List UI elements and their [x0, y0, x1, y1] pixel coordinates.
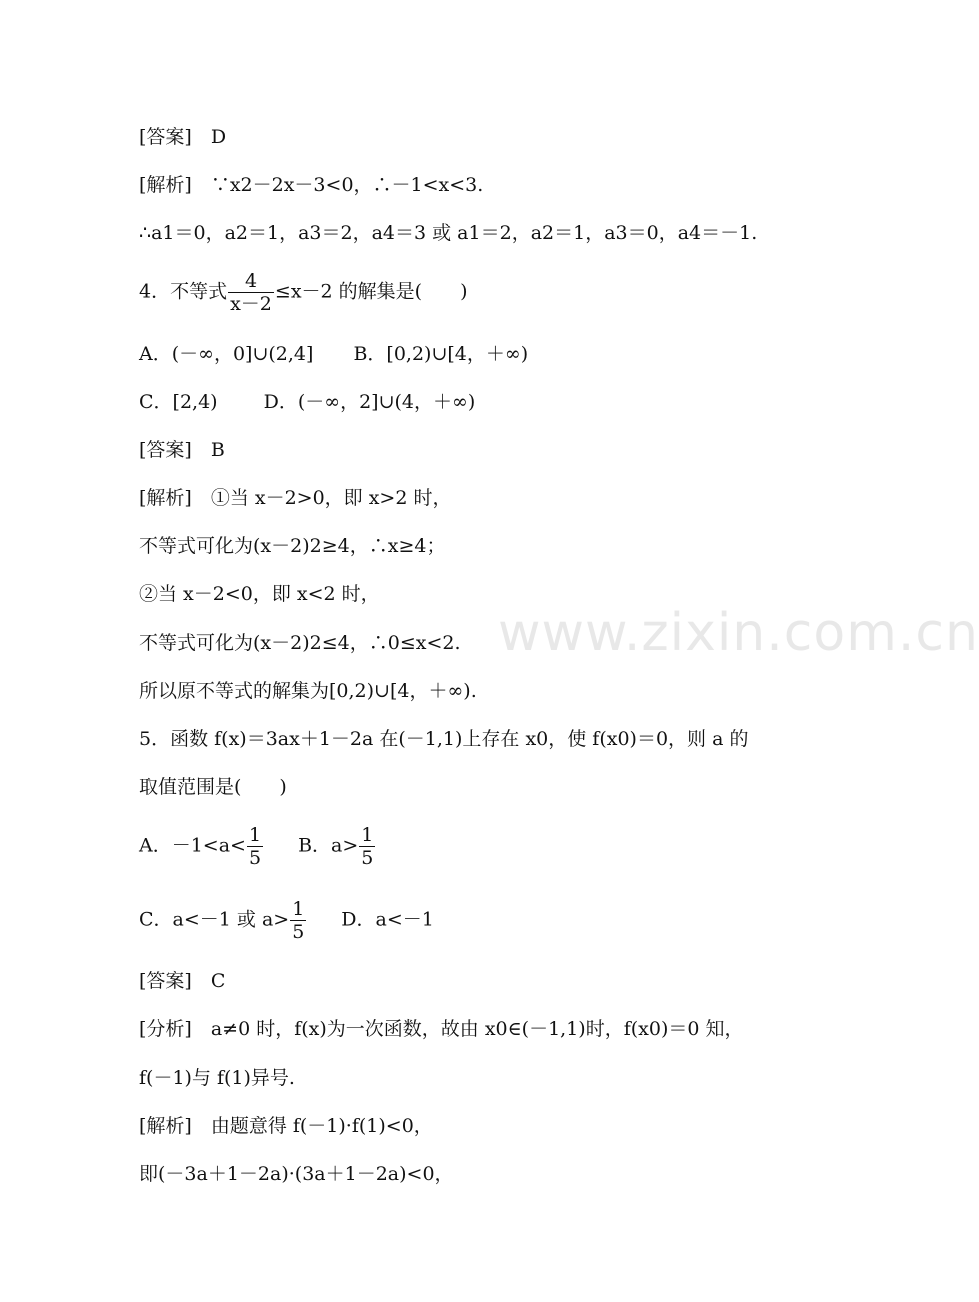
fraction-denominator: 5	[361, 847, 374, 869]
fraction-denominator: 5	[248, 847, 262, 869]
analysis-5-reasoning: [分析] a≠0 时，f(x)为一次函数，故由 x0∈(－1,1)时，f(x0)＝0 知，	[139, 1018, 744, 1040]
answer-5: [答案] C	[139, 970, 226, 992]
analysis-4-step2: 不等式可化为(x－2)2≤4，∴0≤x<2.	[139, 632, 461, 654]
analysis-5-solution: [解析] 由题意得 f(－1)·f(1)<0，	[139, 1115, 433, 1137]
question-5-options-ab	[139, 824, 376, 869]
analysis-4-case1: [解析] ①当 x－2>0，即 x>2 时，	[139, 487, 452, 509]
option-a: A．(－∞，0]∪(2,4]	[139, 343, 314, 365]
option-b: B．[0,2)∪[4，＋∞)	[353, 343, 529, 365]
fraction	[228, 270, 274, 315]
fraction	[359, 824, 375, 869]
analysis-3-conclusion: ∴a1＝0，a2＝1，a3＝2，a4＝3 或 a1＝2，a2＝1，a3＝0，a4＝－1.	[139, 222, 758, 244]
fraction-denominator: 5	[292, 921, 305, 943]
fraction-numerator: 4	[228, 270, 274, 293]
fraction	[290, 898, 306, 943]
option-d: D．(－∞，2]∪(4，＋∞)	[263, 391, 476, 413]
option-a: A．－1<a<	[139, 834, 246, 857]
question-4	[139, 270, 468, 315]
watermark: www.zixin.com.cn	[498, 603, 979, 663]
question-4-prefix: 4．不等式	[139, 280, 228, 303]
answer-3: [答案] D	[139, 126, 227, 148]
fraction-denominator: x－2	[230, 293, 272, 315]
fraction-numerator: 1	[292, 898, 305, 920]
question-4-suffix: ≤x－2 的解集是( )	[274, 280, 468, 303]
option-b: B．a>	[298, 834, 359, 857]
question-4-options-ab	[139, 342, 528, 366]
analysis-4-case2: ②当 x－2<0，即 x<2 时，	[139, 583, 380, 605]
fraction-numerator: 1	[248, 824, 262, 846]
option-c: C．[2,4)	[139, 391, 218, 413]
analysis-5-step: 即(－3a＋1－2a)·(3a＋1－2a)<0，	[139, 1163, 454, 1185]
option-d: D．a<－1	[341, 908, 434, 931]
analysis-5-reasoning-continued: f(－1)与 f(1)异号.	[139, 1067, 295, 1089]
question-5-options-cd	[139, 898, 434, 943]
question-5-continued: 取值范围是( )	[139, 776, 287, 798]
question-5: 5．函数 f(x)＝3ax＋1－2a 在(－1,1)上存在 x0，使 f(x0)＝0，则 a 的	[139, 728, 749, 750]
analysis-4-step1: 不等式可化为(x－2)2≥4，∴x≥4；	[139, 535, 446, 557]
option-c: C．a<－1 或 a>	[139, 908, 290, 931]
question-4-options-cd	[139, 390, 475, 414]
analysis-4-result: 所以原不等式的解集为[0,2)∪[4，＋∞).	[139, 680, 477, 702]
analysis-3: [解析] ∵x2－2x－3<0，∴－1<x<3.	[139, 174, 484, 196]
fraction	[247, 824, 263, 869]
answer-4: [答案] B	[139, 439, 225, 461]
fraction-numerator: 1	[361, 824, 374, 846]
